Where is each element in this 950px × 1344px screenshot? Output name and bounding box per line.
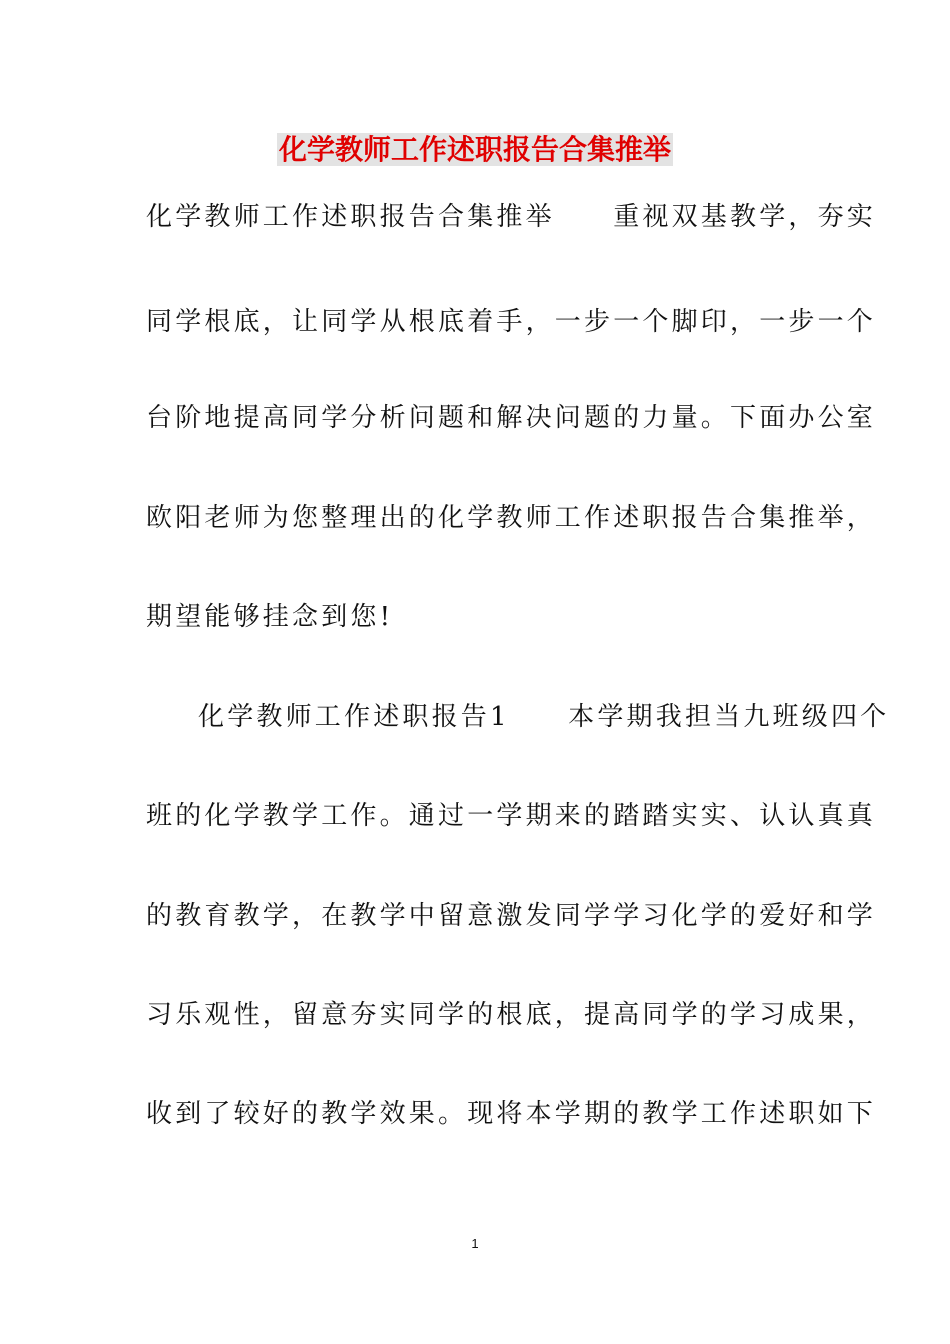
document-title (0, 130, 950, 170)
body-line-7: 班的化学教学工作。通过一学期来的踏踏实实、认认真真 (146, 801, 877, 831)
body-line-1: 化学教师工作述职报告合集推举 重视双基教学，夯实 (146, 202, 877, 232)
body-line-10: 收到了较好的教学效果。现将本学期的教学工作述职如下 (146, 1099, 877, 1129)
body-line-2: 同学根底，让同学从根底着手，一步一个脚印，一步一个 (146, 307, 877, 337)
body-line-3: 台阶地提高同学分析问题和解决问题的力量。下面办公室 (146, 403, 877, 433)
body-line-8: 的教育教学，在教学中留意激发同学学习化学的爱好和学 (146, 901, 877, 931)
body-line-9: 习乐观性，留意夯实同学的根底，提高同学的学习成果， (146, 1000, 877, 1030)
body-line-5: 期望能够挂念到您! (146, 602, 394, 632)
document-title-text: 化学教师工作述职报告合集推举 (278, 133, 671, 166)
body-line-4: 欧阳老师为您整理出的化学教师工作述职报告合集推举， (146, 503, 877, 533)
body-line-6: 化学教师工作述职报告1 本学期我担当九班级四个 (198, 702, 890, 732)
page-number: 1 (471, 1236, 479, 1251)
